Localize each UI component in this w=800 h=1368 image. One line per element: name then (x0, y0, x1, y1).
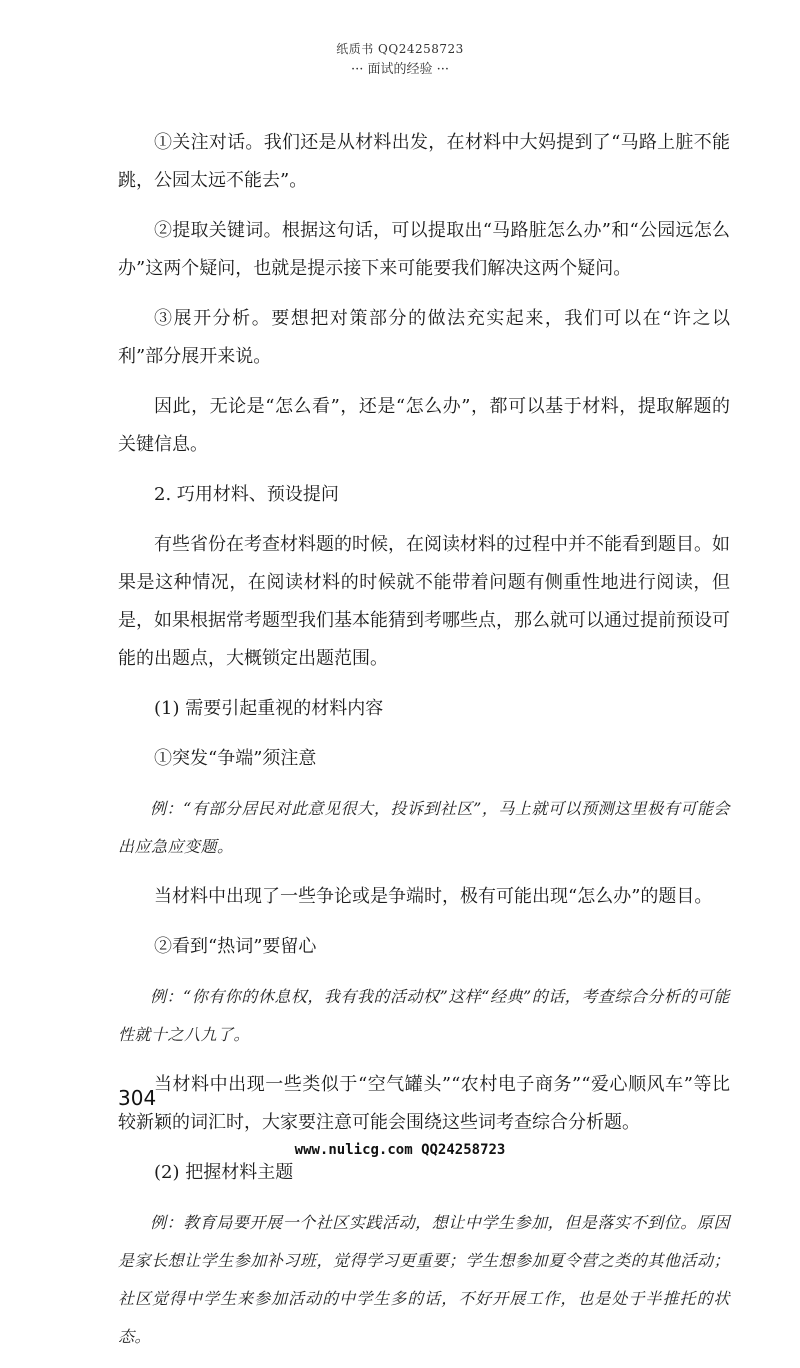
section-heading-2: 2. 巧用材料、预设提问 (154, 484, 339, 505)
paragraph-1: ①关注对话。我们还是从材料出发，在材料中大妈提到了“马路上脏不能跳，公园太远不能去”。 (118, 132, 730, 191)
point-1: ①突发“争端”须注意 (154, 748, 317, 769)
page-number: 304 (118, 1086, 157, 1110)
paragraph-3: ③展开分析。要想把对策部分的做法充实起来，我们可以在“许之以利”部分展开来说。 (118, 308, 730, 367)
example-3: 例：教育局要开展一个社区实践活动，想让中学生参加，但是落实不到位。原因是家长想让学生参加补习班，觉得学习更重要；学生想参加夏令营之类的其他活动；社区觉得中学生来参加活动的中学生多的话，不好开展工作，也是处于半推托的状态。 (118, 1213, 730, 1346)
page-body (118, 124, 730, 1368)
example-2: 例：“你有你的休息权，我有我的活动权”这样“经典”的话，考查综合分析的可能性就十之八九了。 (118, 987, 730, 1044)
paragraph-2: ②提取关键词。根据这句话，可以提取出“马路脏怎么办”和“公园远怎么办”这两个疑问，也就是提示接下来可能要我们解决这两个疑问。 (118, 220, 730, 279)
header-top: 纸质书 QQ24258723 (336, 42, 464, 56)
paragraph-10: 当材料中出现了一些争论或是争端时，极有可能出现“怎么办”的题目。 (154, 886, 713, 907)
footer-watermark: www.nulicg.com QQ24258723 (294, 1142, 506, 1158)
subheading-1: (1) 需要引起重视的材料内容 (154, 698, 384, 719)
paragraph-13: 当材料中出现一些类似于“空气罐头”“农村电子商务”“爱心顺风车”等比较新颖的词汇时，大家要注意可能会围绕这些词考查综合分析题。 (118, 1074, 730, 1133)
header-section-title: ··· 面试的经验 ··· (350, 62, 450, 77)
point-2: ②看到“热词”要留心 (154, 936, 317, 957)
subheading-2: (2) 把握材料主题 (154, 1162, 294, 1183)
example-1: 例：“有部分居民对此意见很大，投诉到社区”，马上就可以预测这里极有可能会出应急应变题。 (118, 799, 730, 856)
paragraph-6: 有些省份在考查材料题的时候，在阅读材料的过程中并不能看到题目。如果是这种情况，在阅读材料的时候就不能带着问题有侧重性地进行阅读，但是，如果根据常考题型我们基本能猜到考哪些点，那么就可以通过提前预设可能的出题点，大概锁定出题范围。 (118, 534, 730, 669)
paragraph-4: 因此，无论是“怎么看”，还是“怎么办”，都可以基于材料，提取解题的关键信息。 (118, 396, 730, 455)
